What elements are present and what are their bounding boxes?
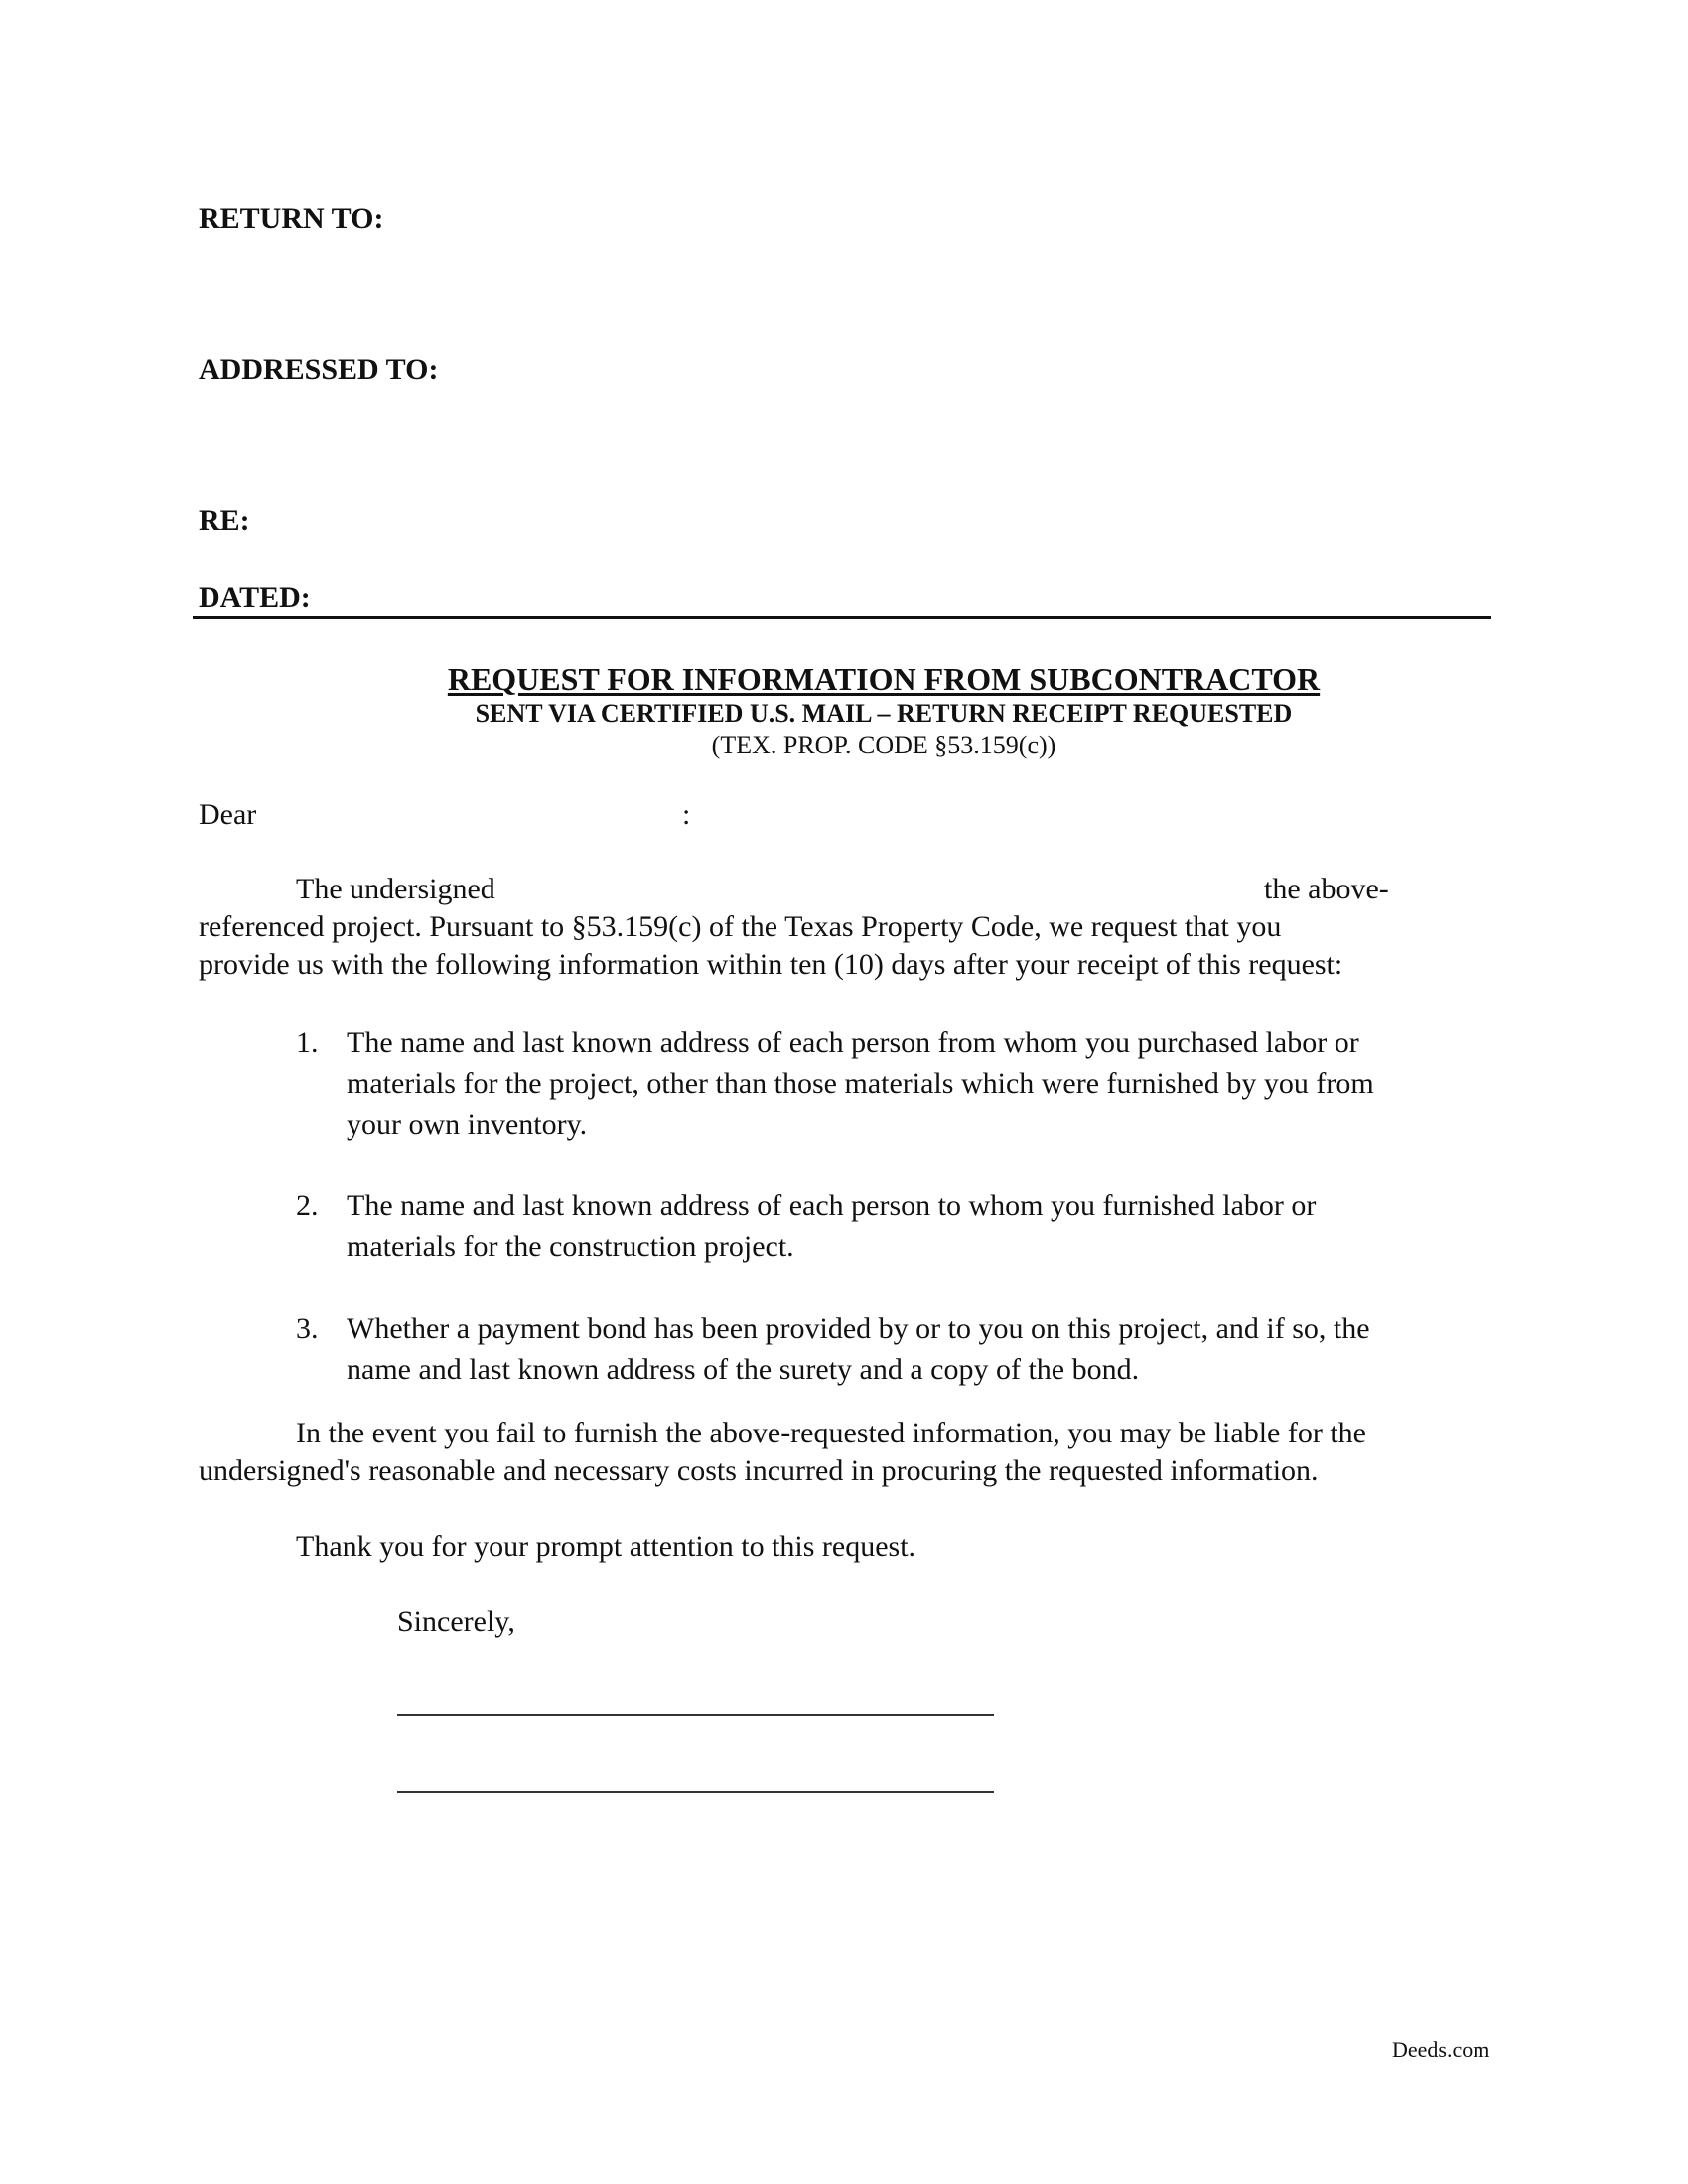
intro-line-2: referenced project. Pursuant to §53.159(c) of the Texas Property Code, we request that you bbox=[199, 910, 1282, 943]
list-item-1-line-2: materials for the project, other than those materials which were furnished by you from bbox=[347, 1067, 1374, 1100]
header-divider bbox=[193, 616, 1491, 619]
intro-line-1-end: the above- bbox=[1264, 873, 1389, 905]
sincerely-line: Sincerely, bbox=[397, 1605, 515, 1638]
addressed-to-label: ADDRESSED TO: bbox=[199, 353, 439, 386]
list-item-3-number: 3. bbox=[296, 1312, 319, 1345]
salutation-dear: Dear bbox=[199, 798, 257, 831]
liability-line-2: undersigned's reasonable and necessary costs incurred in procuring the requested information. bbox=[199, 1454, 1319, 1487]
list-item-1-line-1: The name and last known address of each person from whom you purchased labor or bbox=[347, 1026, 1359, 1059]
list-item-1 bbox=[347, 1023, 1498, 1145]
printed-name-line bbox=[397, 1791, 994, 1793]
list-item-2-number: 2. bbox=[296, 1189, 319, 1222]
dated-label: DATED: bbox=[199, 581, 311, 614]
list-item-3-line-2: name and last known address of the surety and a copy of the bond. bbox=[347, 1353, 1140, 1386]
list-item-2 bbox=[347, 1185, 1498, 1267]
statute-citation: (TEX. PROP. CODE §53.159(c)) bbox=[711, 731, 1056, 759]
list-item-3 bbox=[347, 1308, 1498, 1390]
return-to-label: RETURN TO: bbox=[199, 203, 384, 235]
list-item-2-line-1: The name and last known address of each person to whom you furnished labor or bbox=[347, 1189, 1317, 1222]
re-label: RE: bbox=[199, 504, 250, 537]
list-item-3-line-1: Whether a payment bond has been provided by or to you on this project, and if so, the bbox=[347, 1312, 1370, 1345]
signature-line bbox=[397, 1714, 994, 1716]
thank-you-line: Thank you for your prompt attention to this request. bbox=[296, 1530, 916, 1563]
salutation-colon: : bbox=[682, 798, 691, 831]
list-item-1-line-3: your own inventory. bbox=[347, 1108, 588, 1141]
intro-line-3: provide us with the following information within ten (10) days after your receipt of this request: bbox=[199, 948, 1343, 981]
list-item-2-line-2: materials for the construction project. bbox=[347, 1230, 794, 1263]
delivery-method: SENT VIA CERTIFIED U.S. MAIL – RETURN RECEIPT REQUESTED bbox=[475, 699, 1293, 728]
intro-line-1-start: The undersigned bbox=[296, 873, 495, 905]
document-title: REQUEST FOR INFORMATION FROM SUBCONTRACTOR bbox=[447, 661, 1321, 697]
footer-brand: Deeds.com bbox=[1392, 2037, 1490, 2062]
list-item-1-number: 1. bbox=[296, 1026, 319, 1059]
liability-line-1: In the event you fail to furnish the above-requested information, you may be liable for the bbox=[296, 1417, 1366, 1449]
